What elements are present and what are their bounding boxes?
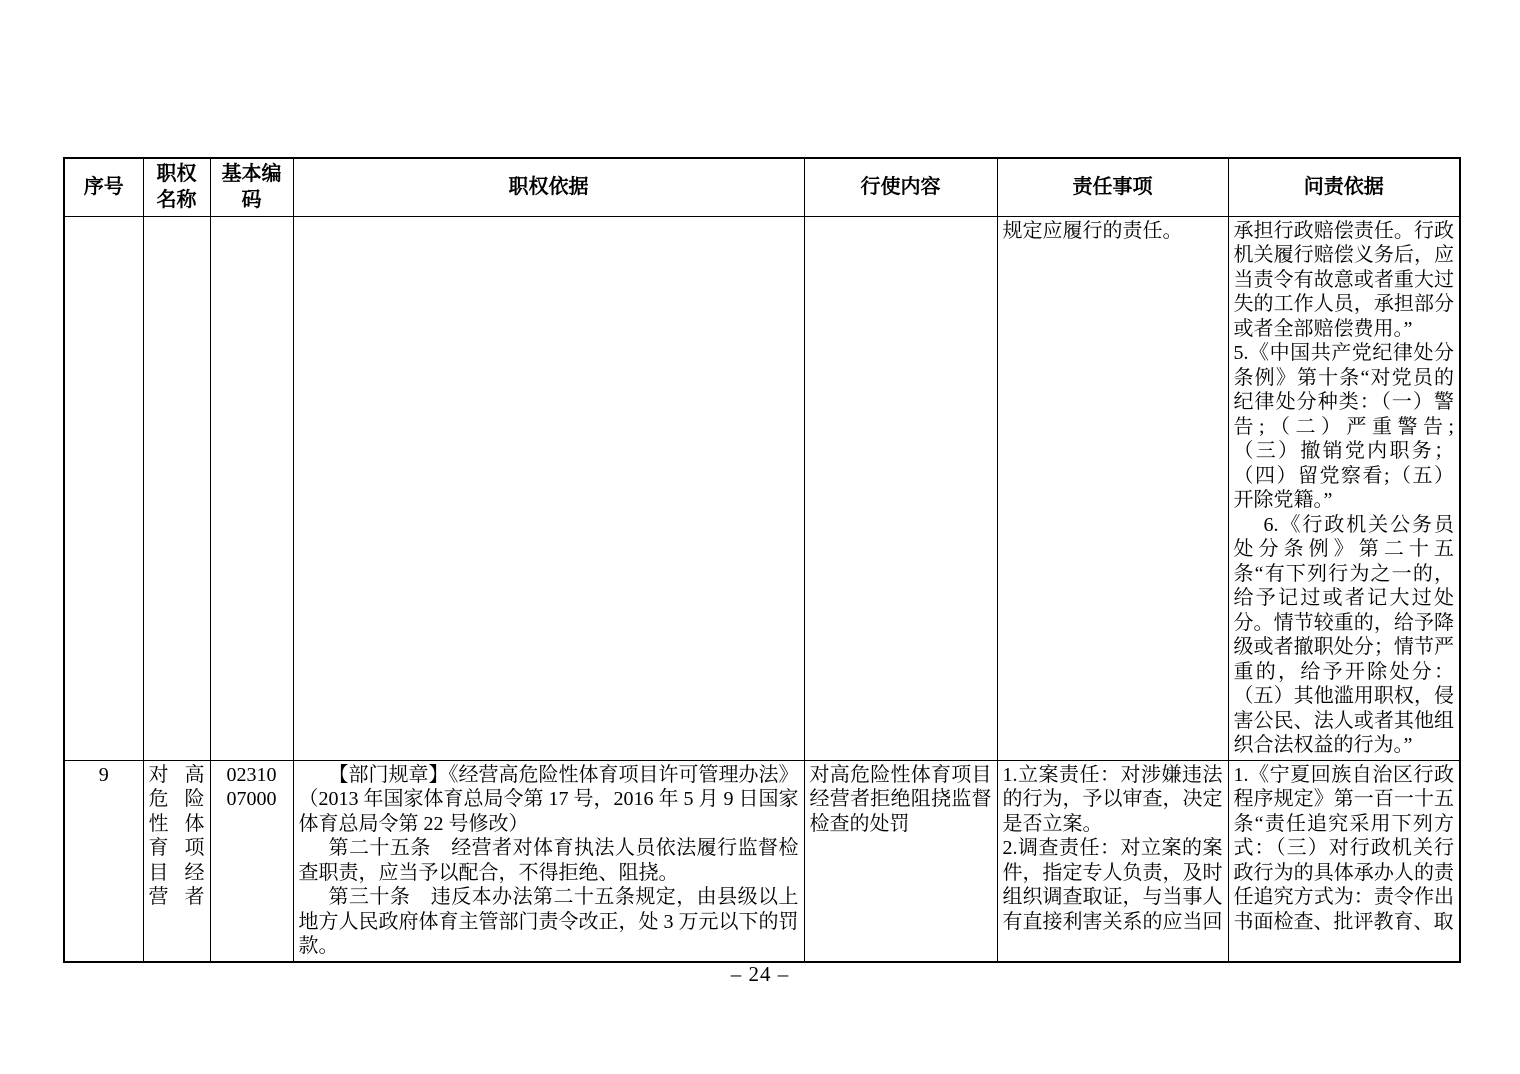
- column-header-name: 职权名称: [143, 158, 210, 216]
- cell-power-basis: 【部门规章】《经营高危险性体育项目许可管理办法》（2013 年国家体育总局令第 17 号，2016 年 5 月 9 日国家体育总局令第 22 号修改） 第二十五条 经营者对体育执法人员依法履行监督检查职责，应当予以配合，不得拒绝、阻挠。 第三十条 违反本办法第二十五条规定，由县级以上地方人民政府体育主管部门责令改正，处 3 万元以下的罚款。: [293, 760, 804, 962]
- cell-exercise-content: [804, 216, 997, 760]
- cell-duty-items: 1.立案责任：对涉嫌违法的行为，予以审查，决定是否立案。 2.调查责任：对立案的案件，指定专人负责，及时组织调查取证，与当事人有直接利害关系的应当回: [997, 760, 1228, 962]
- table-header-row: [64, 158, 1460, 216]
- column-header-accountability: 问责依据: [1228, 158, 1460, 216]
- cell-seq: 9: [64, 760, 143, 962]
- cell-duty-items: 规定应履行的责任。: [997, 216, 1228, 760]
- cell-accountability-basis: 承担行政赔偿责任。行政机关履行赔偿义务后，应当责令有故意或者重大过失的工作人员，承担部分或者全部赔偿费用。” 5.《中国共产党纪律处分条例》第十条“对党员的纪律处分种类：（一）警告;（二）严重警告;（三）撤销党内职务；（四）留党察看;（五）开除党籍。” 6.《行政机关公务员处分条例》第二十五条“有下列行为之一的，给予记过或者记大过处分。情节较重的，给予降级或者撤职处分；情节严重的，给予开除处分：（五）其他滥用职权，侵害公民、法人或者其他组织合法权益的行为。”: [1228, 216, 1460, 760]
- powers-table: [63, 157, 1461, 963]
- column-header-duty: 责任事项: [997, 158, 1228, 216]
- cell-seq: [64, 216, 143, 760]
- table-row: [64, 216, 1460, 760]
- cell-basic-code: 02310 07000: [210, 760, 293, 962]
- column-header-code: 基本编码: [210, 158, 293, 216]
- column-header-basis: 职权依据: [293, 158, 804, 216]
- column-header-content: 行使内容: [804, 158, 997, 216]
- cell-power-name: 对高危险性体育项目经营者: [143, 760, 210, 962]
- cell-power-name: [143, 216, 210, 760]
- cell-accountability-basis: 1.《宁夏回族自治区行政程序规定》第一百一十五条“责任追究采用下列方式：（三）对行政机关行政行为的具体承办人的责任追究方式为：责令作出书面检查、批评教育、取: [1228, 760, 1460, 962]
- cell-basic-code: [210, 216, 293, 760]
- cell-exercise-content: 对高危险性体育项目经营者拒绝阻挠监督检查的处罚: [804, 760, 997, 962]
- cell-power-basis: [293, 216, 804, 760]
- table-row: [64, 760, 1460, 962]
- column-header-seq: 序号: [64, 158, 143, 216]
- page-number: – 24 –: [730, 962, 790, 986]
